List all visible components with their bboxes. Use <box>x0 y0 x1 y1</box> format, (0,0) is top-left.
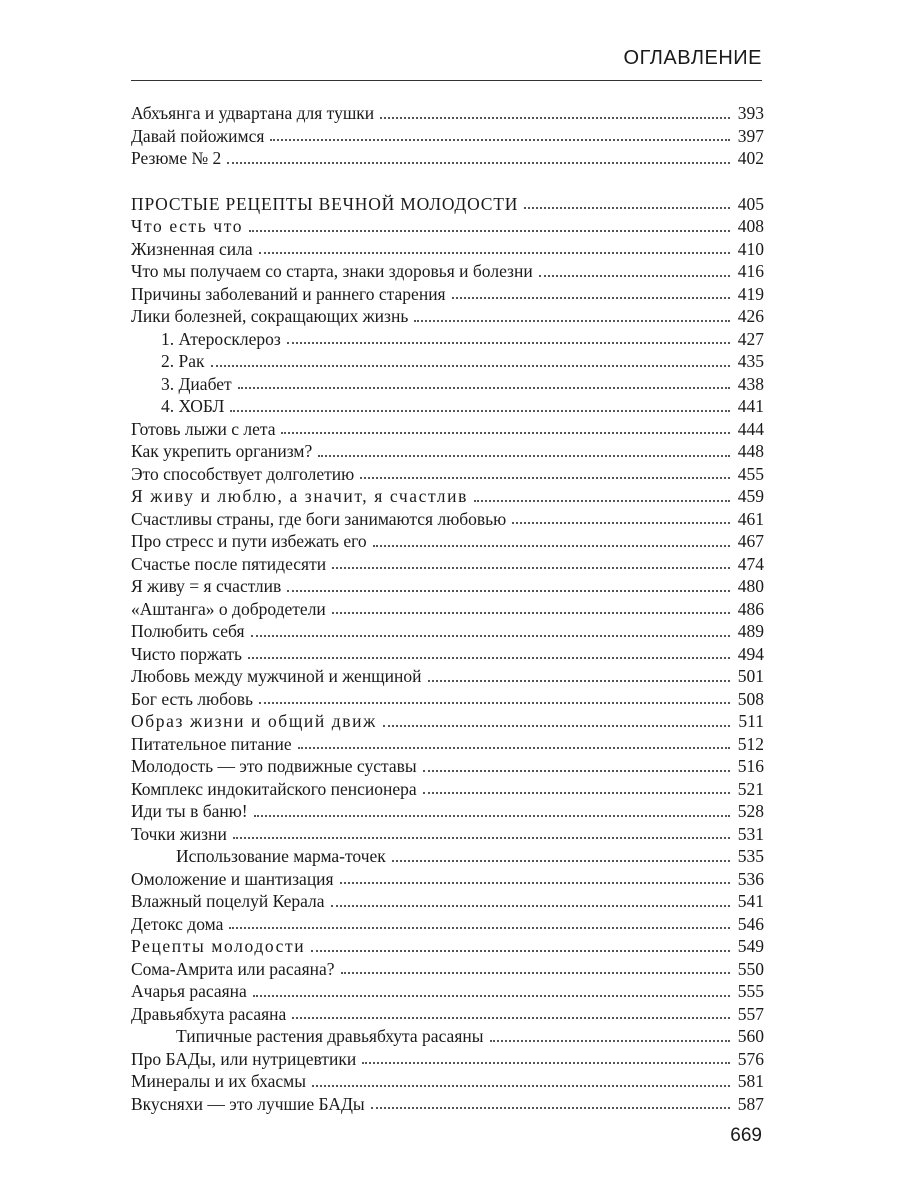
toc-entry-title: Чисто поржать <box>131 643 242 664</box>
toc-entry[interactable] <box>131 328 764 351</box>
toc-entry-page-number: 511 <box>738 711 764 731</box>
toc-entry[interactable] <box>131 1048 764 1071</box>
toc-entry-title: Резюме № 2 <box>131 148 222 168</box>
toc-entry-title: Лики болезней, сокращающих жизнь <box>131 306 409 326</box>
toc-entry-title: Иди ты в баню! <box>131 801 248 821</box>
toc-entry-title: Дравьябхута расаяна <box>131 1003 287 1024</box>
dot-leader <box>251 635 730 637</box>
dot-leader <box>211 365 730 367</box>
toc-entry-page-number: 536 <box>737 868 764 889</box>
toc-entry-title: 2. Рак <box>161 351 205 371</box>
toc-entry[interactable] <box>131 755 764 778</box>
dot-leader <box>248 657 730 659</box>
toc-entry[interactable] <box>131 463 764 486</box>
toc-entry[interactable] <box>131 845 764 868</box>
toc-entry-page-number: 576 <box>737 1048 764 1069</box>
toc-entry-title: Омоложение и шантизация <box>131 868 334 889</box>
dot-leader <box>414 320 730 322</box>
toc-entry-title: Детокс дома <box>131 913 224 934</box>
dot-leader <box>341 972 730 974</box>
toc-entry-page-number: 438 <box>737 373 764 394</box>
toc-entry-page-number: 508 <box>737 688 764 709</box>
toc-section <box>131 193 764 1116</box>
toc-entry-page-number: 549 <box>737 936 764 956</box>
toc-entry-title: Про стресс и пути избежать его <box>131 531 367 551</box>
toc-entry-page-number: 541 <box>737 891 764 911</box>
toc-entry-title: Счастье после пятидесяти <box>131 553 327 574</box>
dot-leader <box>332 612 730 614</box>
dot-leader <box>383 725 730 727</box>
dot-leader <box>233 837 730 839</box>
toc-entry[interactable] <box>131 980 764 1003</box>
toc-entry[interactable] <box>131 575 764 598</box>
toc-entry[interactable] <box>131 643 764 666</box>
dot-leader <box>281 432 730 434</box>
toc-entry-title: Бог есть любовь <box>131 688 254 709</box>
toc-entry-page-number: 408 <box>737 216 764 236</box>
toc-entry-page-number: 416 <box>737 261 764 281</box>
toc-entry[interactable] <box>131 305 764 328</box>
dot-leader <box>340 882 730 884</box>
toc-entry-title: 3. Диабет <box>161 373 232 394</box>
toc-entry-title: Питательное питание <box>131 733 292 754</box>
dot-leader <box>229 927 730 929</box>
toc-entry-page-number: 410 <box>737 238 764 259</box>
toc-entry-page-number: 426 <box>737 306 764 326</box>
toc-entry[interactable] <box>131 823 764 846</box>
header-divider <box>131 80 762 81</box>
toc-entry-title: Про БАДы, или нутрицевтики <box>131 1048 357 1069</box>
toc-entry-title: Молодость — это подвижные суставы <box>131 756 417 776</box>
toc-entry-page-number: 516 <box>737 756 764 776</box>
toc-entry-title: Это способствует долголетию <box>131 463 355 484</box>
page-number: 669 <box>730 1125 762 1146</box>
toc-entry[interactable] <box>131 665 764 688</box>
dot-leader <box>270 139 730 141</box>
dot-leader <box>259 702 730 704</box>
toc-entry-title: Вкусняхи — это лучшие БАДы <box>131 1093 365 1114</box>
dot-leader <box>428 680 730 682</box>
toc-entry[interactable] <box>131 193 764 216</box>
dot-leader <box>298 747 730 749</box>
toc-entry-title: Точки жизни <box>131 823 227 844</box>
toc-entry[interactable] <box>131 508 764 531</box>
toc-entry[interactable] <box>131 147 764 170</box>
toc-entry-title: Образ жизни и общий движ <box>131 711 377 731</box>
toc-entry[interactable] <box>131 395 764 418</box>
toc-entry-page-number: 480 <box>737 576 764 596</box>
toc-entry[interactable] <box>131 733 764 756</box>
dot-leader <box>423 770 730 772</box>
toc-entry[interactable] <box>131 598 764 621</box>
toc-entry[interactable] <box>131 958 764 981</box>
toc-entry[interactable] <box>131 238 764 261</box>
dot-leader <box>311 950 730 952</box>
toc-entry-title: Рецепты молодости <box>131 936 306 956</box>
dot-leader <box>360 477 730 479</box>
toc-section <box>131 102 764 170</box>
toc-entry-page-number: 467 <box>737 531 764 551</box>
toc-entry-page-number: 501 <box>737 666 764 686</box>
toc-entry-page-number: 531 <box>737 823 764 844</box>
toc-entry-page-number: 486 <box>737 598 764 619</box>
toc-entry[interactable] <box>131 1003 764 1026</box>
toc-entry-title: Минералы и их бхасмы <box>131 1071 306 1091</box>
toc-entry-page-number: 474 <box>737 553 764 574</box>
running-header-title: ОГЛАВЛЕНИЕ <box>623 47 762 69</box>
dot-leader <box>490 1040 731 1042</box>
toc-entry[interactable] <box>131 688 764 711</box>
toc-entry-title: Ачарья расаяна <box>131 981 247 1001</box>
toc-entry-page-number: 521 <box>737 778 764 799</box>
toc-entry-title: Я живу и люблю, а значит, я счастлив <box>131 486 468 506</box>
toc-entry-page-number: 535 <box>737 846 764 866</box>
toc-entry-title: Использование марма-точек <box>176 846 386 866</box>
toc-entry[interactable] <box>131 125 764 148</box>
toc-entry[interactable] <box>131 373 764 396</box>
toc-entry-page-number: 427 <box>737 328 764 349</box>
toc-entry[interactable] <box>131 710 764 733</box>
toc-entry-page-number: 444 <box>737 418 764 439</box>
toc-entry-title: Давай пойожимся <box>131 125 265 146</box>
toc-entry-page-number: 489 <box>737 621 764 641</box>
toc-entry[interactable] <box>131 800 764 823</box>
dot-leader <box>312 1085 730 1087</box>
toc-entry-title: Полюбить себя <box>131 621 245 641</box>
toc-entry-title: Абхъянга и удвартана для тушки <box>131 103 375 123</box>
dot-leader <box>524 207 730 209</box>
toc-entry-page-number: 587 <box>737 1093 764 1114</box>
toc-entry[interactable] <box>131 935 764 958</box>
toc-entry-title: Готовь лыжи с лета <box>131 418 276 439</box>
dot-leader <box>474 500 730 502</box>
toc-entry-page-number: 397 <box>737 125 764 146</box>
toc-entry-title: Типичные растения дравьябхута расаяны <box>176 1026 484 1046</box>
toc-entry[interactable] <box>131 283 764 306</box>
toc-entry-page-number: 528 <box>737 801 764 821</box>
dot-leader <box>371 1107 730 1109</box>
dot-leader <box>254 815 730 817</box>
toc-entry-title: Я живу = я счастлив <box>131 576 282 596</box>
dot-leader <box>318 455 730 457</box>
toc-entry[interactable] <box>131 260 764 283</box>
toc-entry-page-number: 419 <box>737 283 764 304</box>
toc-entry[interactable] <box>131 913 764 936</box>
toc-entry[interactable] <box>131 553 764 576</box>
toc-entry[interactable] <box>131 778 764 801</box>
toc-entry-title: Жизненная сила <box>131 238 253 259</box>
dot-leader <box>362 1062 730 1064</box>
toc-entry-page-number: 435 <box>737 351 764 371</box>
dot-leader <box>373 545 730 547</box>
toc-entry-title: Сома-Амрита или расаяна? <box>131 958 335 979</box>
dot-leader <box>380 117 730 119</box>
toc-entry-page-number: 459 <box>737 486 764 506</box>
toc-entry-title: ПРОСТЫЕ РЕЦЕПТЫ ВЕЧНОЙ МОЛОДОСТИ <box>131 193 519 214</box>
toc-entry-title: Влажный поцелуй Керала <box>131 891 325 911</box>
toc-entry[interactable] <box>131 530 764 553</box>
toc-entry-title: Что есть что <box>131 216 244 236</box>
toc-entry-page-number: 461 <box>737 508 764 529</box>
toc-entry-page-number: 557 <box>737 1003 764 1024</box>
dot-leader <box>452 297 730 299</box>
toc-entry-page-number: 581 <box>737 1071 764 1091</box>
toc-entry[interactable] <box>131 215 764 238</box>
dot-leader <box>227 162 730 164</box>
dot-leader <box>331 905 730 907</box>
toc-entry-title: «Аштанга» о добродетели <box>131 598 326 619</box>
toc-entry-title: Что мы получаем со старта, знаки здоровья и болезни <box>131 261 533 281</box>
toc-entry[interactable] <box>131 485 764 508</box>
dot-leader <box>512 522 730 524</box>
toc-entry-page-number: 555 <box>737 981 764 1001</box>
toc-entry[interactable] <box>131 890 764 913</box>
toc-entry-page-number: 512 <box>737 733 764 754</box>
toc-entry[interactable] <box>131 102 764 125</box>
toc-entry[interactable] <box>131 1070 764 1093</box>
toc-entry[interactable] <box>131 1025 764 1048</box>
toc-entry-title: 1. Атеросклероз <box>161 328 281 349</box>
dot-leader <box>287 590 730 592</box>
toc-entry-title: Комплекс индокитайского пенсионера <box>131 778 417 799</box>
dot-leader <box>249 230 730 232</box>
dot-leader <box>392 860 730 862</box>
toc-entry-title: 4. ХОБЛ <box>161 396 225 416</box>
toc-entry[interactable] <box>131 1093 764 1116</box>
toc-entry-page-number: 405 <box>737 193 764 214</box>
toc-entry-title: Причины заболеваний и раннего старения <box>131 283 446 304</box>
dot-leader <box>238 387 730 389</box>
toc-entry[interactable] <box>131 350 764 373</box>
toc-entry[interactable] <box>131 620 764 643</box>
toc-entry-page-number: 402 <box>737 148 764 168</box>
toc-entry[interactable] <box>131 440 764 463</box>
toc-entry-page-number: 448 <box>737 441 764 461</box>
dot-leader <box>259 252 730 254</box>
dot-leader <box>423 792 730 794</box>
dot-leader <box>253 995 730 997</box>
toc-entry-page-number: 393 <box>737 103 764 123</box>
table-of-contents <box>131 102 764 1115</box>
toc-entry-page-number: 455 <box>737 463 764 484</box>
toc-entry[interactable] <box>131 418 764 441</box>
toc-entry-title: Как укрепить организм? <box>131 441 313 461</box>
toc-entry-page-number: 441 <box>737 396 764 416</box>
dot-leader <box>292 1017 730 1019</box>
dot-leader <box>539 275 730 277</box>
toc-entry-page-number: 494 <box>737 643 764 664</box>
dot-leader <box>332 567 730 569</box>
toc-entry-page-number: 550 <box>737 958 764 979</box>
dot-leader <box>230 410 730 412</box>
toc-entry[interactable] <box>131 868 764 891</box>
toc-entry-title: Любовь между мужчиной и женщиной <box>131 666 422 686</box>
toc-entry-page-number: 560 <box>737 1026 764 1046</box>
toc-entry-title: Счастливы страны, где боги занимаются любовью <box>131 508 507 529</box>
dot-leader <box>287 342 730 344</box>
toc-entry-page-number: 546 <box>737 913 764 934</box>
